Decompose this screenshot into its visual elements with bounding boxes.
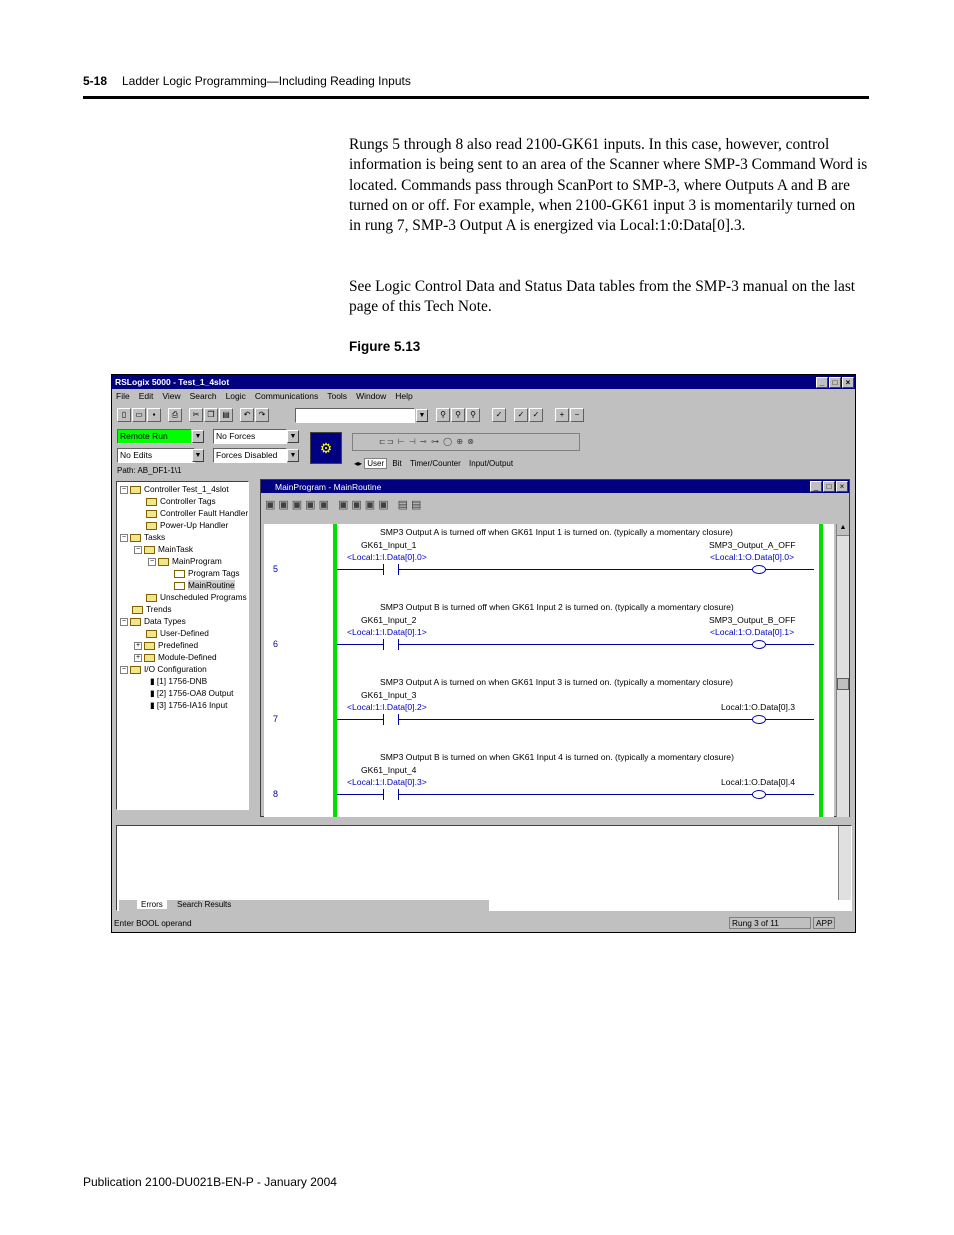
tree-item[interactable]: − Data Types <box>121 616 186 626</box>
rung-wire <box>337 644 814 645</box>
rung-wire <box>337 719 814 720</box>
ladder-editor[interactable] <box>264 524 834 817</box>
tree-item[interactable]: User-Defined <box>146 628 209 638</box>
rung-comment: SMP3 Output A is turned off when GK61 Input 1 is turned on. (typically a momentary closure) <box>380 527 733 537</box>
rung-number: 8 <box>273 789 279 799</box>
status-app: APP <box>813 917 835 929</box>
app-title: RSLogix 5000 - Test_1_4slot <box>115 377 230 387</box>
maximize-icon[interactable]: □ <box>823 481 835 492</box>
tree-item[interactable]: Trends <box>132 604 172 614</box>
close-icon[interactable]: × <box>836 481 848 492</box>
rung-number: 5 <box>273 564 279 574</box>
body-paragraph-2: See Logic Control Data and Status Data tables from the SMP-3 manual on the last page of this Tech Note. <box>349 278 856 316</box>
xic-contact-icon[interactable] <box>383 564 399 575</box>
tab-timer-counter[interactable]: Timer/Counter <box>409 459 461 468</box>
find-prev-icon[interactable]: ⚲ <box>466 408 480 422</box>
collapse-icon[interactable]: − <box>135 545 141 553</box>
output-alias: <Local:1:O.Data[0].0> <box>710 552 795 562</box>
menu-search[interactable]: Search <box>189 391 217 401</box>
expand-icon[interactable]: + <box>135 641 141 649</box>
menu-logic[interactable]: Logic <box>225 391 246 401</box>
tree-item[interactable]: + Module-Defined <box>135 652 217 662</box>
tab-search-results[interactable]: Search Results <box>177 900 232 909</box>
new-icon[interactable]: ▯ <box>117 408 131 422</box>
ladder-scrollbar[interactable] <box>836 524 849 817</box>
folder-icon <box>146 510 157 518</box>
ote-coil-icon[interactable] <box>752 790 766 799</box>
xic-contact-icon[interactable] <box>383 639 399 650</box>
tab-errors[interactable]: Errors <box>137 900 167 909</box>
folder-icon <box>146 522 157 530</box>
tree-item[interactable]: − Tasks <box>121 532 166 542</box>
collapse-icon[interactable]: − <box>121 665 127 673</box>
ote-coil-icon[interactable] <box>752 715 766 724</box>
menu-tools[interactable]: Tools <box>327 391 348 401</box>
path-label: Path: AB_DF1-1\1 <box>117 466 182 475</box>
mode-field[interactable]: Remote Run <box>117 429 192 444</box>
input-alias: <Local:1:I.Data[0].3> <box>347 777 427 787</box>
instruction-palette[interactable]: ⊏⊐ ⊢ ⊣ ⊸ ⊶ ◯ ⊕ ⊗ <box>352 433 580 451</box>
error-tabs <box>119 900 489 911</box>
open-icon[interactable]: ▭ <box>132 408 146 422</box>
folder-icon <box>130 486 141 494</box>
right-power-rail <box>819 524 823 817</box>
tab-user[interactable]: User <box>364 458 387 469</box>
collapse-icon[interactable]: − <box>149 557 155 565</box>
menu-bar <box>112 389 855 403</box>
routine-window <box>260 479 850 817</box>
errors-pane <box>116 825 852 911</box>
folder-icon <box>146 594 157 602</box>
rung-comment: SMP3 Output A is turned on when GK61 Input 3 is turned on. (typically a momentary closure) <box>380 677 734 687</box>
chevron-down-icon[interactable]: ▼ <box>192 449 204 462</box>
forces-state-field[interactable]: Forces Disabled <box>213 448 287 463</box>
otl-coil-icon[interactable] <box>752 565 766 574</box>
expand-icon[interactable]: + <box>135 653 141 661</box>
otl-coil-icon[interactable] <box>752 640 766 649</box>
menu-edit[interactable]: Edit <box>138 391 154 401</box>
tree-item[interactable]: ▮ [2] 1756-OA8 Output <box>150 688 234 698</box>
tree-item[interactable]: Controller Tags <box>146 496 216 506</box>
folder-icon <box>132 606 143 614</box>
output-tag[interactable]: SMP3_Output_B_OFF <box>709 615 796 625</box>
verify-controller-icon[interactable]: ✓ <box>529 408 543 422</box>
print-icon[interactable]: ⎙ <box>168 408 182 422</box>
forces-field[interactable]: No Forces <box>213 429 287 444</box>
instruction-tabs: ◂▸ User Bit Timer/Counter Input/Output <box>354 459 516 468</box>
chevron-down-icon[interactable]: ▼ <box>416 409 428 422</box>
publication-footer: Publication 2100-DU021B-EN-P - January 2004 <box>83 1175 337 1189</box>
status-rung: Rung 3 of 11 <box>729 917 811 929</box>
module-icon: ▮ <box>150 688 157 698</box>
input-alias: <Local:1:I.Data[0].2> <box>347 702 427 712</box>
output-address[interactable]: Local:1:O.Data[0].4 <box>721 777 796 787</box>
paste-icon[interactable]: ▤ <box>219 408 233 422</box>
undo-icon[interactable]: ↶ <box>240 408 254 422</box>
verify-icon[interactable]: ✓ <box>492 408 506 422</box>
rung-wire <box>337 794 814 795</box>
collapse-icon[interactable]: − <box>121 533 127 541</box>
module-icon: ▮ <box>150 700 157 710</box>
header-rule <box>83 96 869 99</box>
zoom-out-icon[interactable]: − <box>570 408 584 422</box>
copy-icon[interactable]: ❐ <box>204 408 218 422</box>
running-header: Ladder Logic Programming—Including Reading Inputs <box>122 74 411 88</box>
tree-item[interactable]: Unscheduled Programs <box>146 592 247 602</box>
menu-window[interactable]: Window <box>356 391 387 401</box>
controller-status-icon: ⚙ <box>310 432 342 464</box>
datatype-icon <box>144 654 155 662</box>
folder-icon <box>130 666 141 674</box>
scroll-up-icon[interactable]: ▲ <box>837 524 849 536</box>
figure-caption: Figure 5.13 <box>349 339 421 354</box>
input-tag[interactable]: GK61_Input_4 <box>361 765 417 775</box>
search-combo[interactable] <box>295 408 415 423</box>
rslogix-window <box>111 374 856 933</box>
chevron-down-icon[interactable]: ▼ <box>192 430 204 443</box>
tree-item[interactable]: Program Tags <box>174 568 240 578</box>
menu-file[interactable]: File <box>116 391 130 401</box>
folder-icon <box>130 534 141 542</box>
tab-bit[interactable]: Bit <box>392 459 402 468</box>
xic-contact-icon[interactable] <box>383 789 399 800</box>
routine-title-bar <box>261 480 849 493</box>
tab-input-output[interactable]: Input/Output <box>469 459 514 468</box>
tree-item[interactable]: + Predefined <box>135 640 199 650</box>
tree-item[interactable]: ▮ [3] 1756-IA16 Input <box>150 700 228 710</box>
page-number: 5-18 <box>83 74 108 88</box>
collapse-icon[interactable]: − <box>121 485 127 493</box>
program-icon <box>158 558 169 566</box>
tree-item[interactable]: − MainTask <box>135 544 194 554</box>
rung-wire <box>337 569 814 570</box>
datatype-icon <box>146 630 157 638</box>
tree-item[interactable]: − Controller Test_1_4slot <box>121 484 229 494</box>
minimize-icon[interactable]: _ <box>816 377 828 388</box>
maximize-icon[interactable]: □ <box>829 377 841 388</box>
input-tag[interactable]: GK61_Input_3 <box>361 690 417 700</box>
folder-icon <box>146 498 157 506</box>
scroll-thumb[interactable] <box>837 678 849 690</box>
datatype-icon <box>144 642 155 650</box>
input-tag[interactable]: GK61_Input_1 <box>361 540 417 550</box>
tags-icon <box>174 570 185 578</box>
tree-item[interactable]: − MainProgram <box>149 556 222 566</box>
menu-help[interactable]: Help <box>395 391 413 401</box>
tree-item[interactable]: ▮ [1] 1756-DNB <box>150 676 208 686</box>
menu-view[interactable]: View <box>162 391 181 401</box>
output-alias: <Local:1:O.Data[0].1> <box>710 627 795 637</box>
body-paragraph-1: Rungs 5 through 8 also read 2100-GK61 inputs. In this case, however, control information is being sent to an area of the Scanner where SMP-3 Command Word is located. Commands pass through ScanPort to SMP-3, where Outputs A and B are turned on or off. For example, when 2100-GK61 input 3 is momentarily turned on in rung 7, SMP-3 Output A is energized via Local:1:0:Data[0].3. <box>349 136 868 235</box>
edits-field[interactable]: No Edits <box>117 448 195 463</box>
save-icon[interactable]: ▪ <box>147 408 161 422</box>
controller-organizer <box>116 481 249 810</box>
left-power-rail <box>333 524 337 817</box>
verify-routine-icon[interactable]: ✓ <box>514 408 528 422</box>
tree-item[interactable]: Power-Up Handler <box>146 520 228 530</box>
minimize-icon[interactable]: _ <box>810 481 822 492</box>
cut-icon[interactable]: ✂ <box>189 408 203 422</box>
routine-icon <box>174 582 185 590</box>
zoom-in-icon[interactable]: + <box>555 408 569 422</box>
routine-title: MainProgram - MainRoutine <box>275 481 382 492</box>
input-tag[interactable]: GK61_Input_2 <box>361 615 417 625</box>
collapse-icon[interactable]: − <box>121 617 127 625</box>
input-alias: <Local:1:I.Data[0].0> <box>347 552 427 562</box>
output-tag[interactable]: SMP3_Output_A_OFF <box>709 540 796 550</box>
ladder-toolbar[interactable]: ▣▣▣▣▣ ▣▣▣▣ ▤▤ <box>265 499 425 511</box>
menu-communications[interactable]: Communications <box>254 391 319 401</box>
rung-comment: SMP3 Output B is turned off when GK61 Input 2 is turned on. (typically a momentary closure) <box>380 602 734 612</box>
find-next-icon[interactable]: ⚲ <box>451 408 465 422</box>
close-icon[interactable]: × <box>842 377 854 388</box>
rung-number: 6 <box>273 639 279 649</box>
find-icon[interactable]: ⚲ <box>436 408 450 422</box>
status-message: Enter BOOL operand <box>114 918 192 928</box>
errors-scrollbar[interactable] <box>838 826 851 900</box>
input-alias: <Local:1:I.Data[0].1> <box>347 627 427 637</box>
rung-number: 7 <box>273 714 279 724</box>
xic-contact-icon[interactable] <box>383 714 399 725</box>
tree-item[interactable]: MainRoutine <box>174 580 235 590</box>
tree-item[interactable]: − I/O Configuration <box>121 664 207 674</box>
app-title-bar <box>112 375 855 389</box>
tree-item[interactable]: Controller Fault Handler <box>146 508 248 518</box>
task-icon <box>144 546 155 554</box>
module-icon: ▮ <box>150 676 157 686</box>
folder-icon <box>130 618 141 626</box>
status-bar <box>112 915 856 931</box>
rung-comment: SMP3 Output B is turned on when GK61 Input 4 is turned on. (typically a momentary closure) <box>380 752 734 762</box>
output-address[interactable]: Local:1:O.Data[0].3 <box>721 702 796 712</box>
chevron-down-icon[interactable]: ▼ <box>287 430 299 443</box>
redo-icon[interactable]: ↷ <box>255 408 269 422</box>
chevron-down-icon[interactable]: ▼ <box>287 449 299 462</box>
